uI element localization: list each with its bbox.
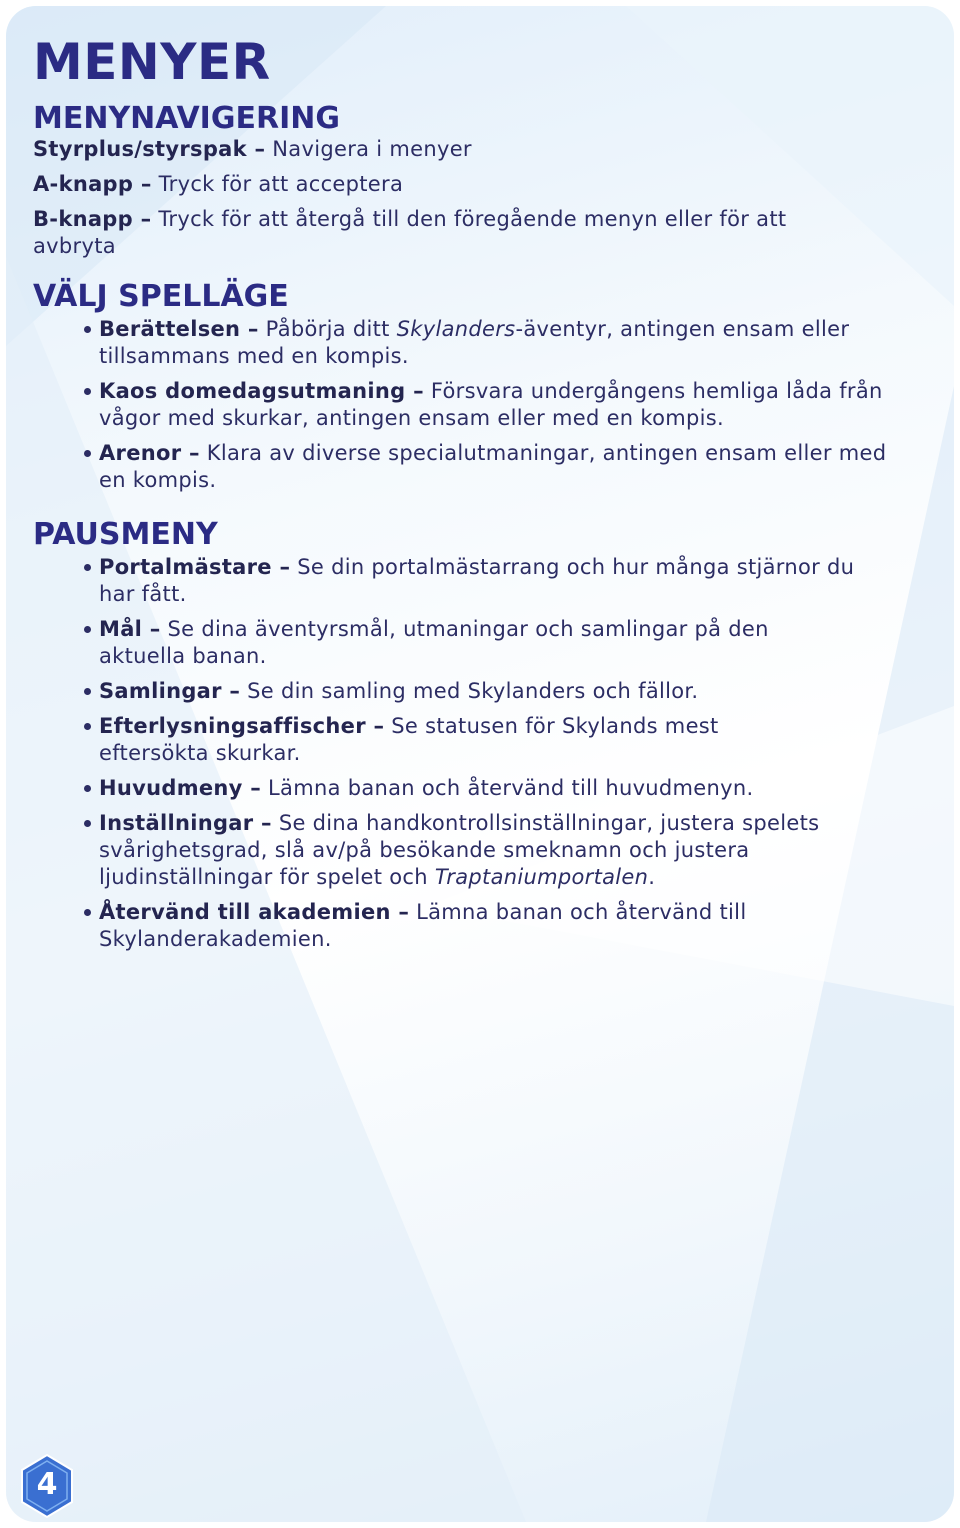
item-text: Se statusen för Skylands mest eftersökta skurkar. (99, 714, 719, 765)
list-item (33, 775, 899, 802)
item-text: Se din portalmästarrang och hur många stjärnor du har fått. (99, 555, 855, 606)
nav-item-key: A-knapp – (33, 172, 152, 196)
item-text: Påbörja ditt (258, 317, 397, 341)
item-key: Huvudmeny – (99, 776, 262, 800)
item-key: Kaos domedagsutmaning – (99, 379, 424, 403)
list-item (33, 554, 889, 608)
nav-item (33, 171, 933, 198)
item-key: Återvänd till akademien – (99, 900, 410, 924)
item-key: Inställningar – (99, 811, 272, 835)
item-key: Berättelsen – (99, 317, 259, 341)
item-key: Mål – (99, 617, 161, 641)
item-text: Försvara undergångens hemliga låda från vågor med skurkar, antingen ensam eller med en kompis. (99, 379, 883, 430)
nav-item-text: Tryck för att acceptera (151, 172, 404, 196)
list-item (33, 440, 889, 494)
item-text: Lämna banan och återvänd till huvudmenyn. (261, 776, 754, 800)
manual-page (6, 6, 954, 1522)
list-item (33, 899, 769, 953)
item-text: -äventyr, antingen ensam eller tillsammans med en kompis. (99, 317, 850, 368)
item-key: Arenor – (99, 441, 200, 465)
page-title: MENYER (33, 33, 271, 91)
page-number: 4 (36, 1467, 58, 1502)
list-item (33, 713, 789, 767)
page-content (33, 34, 933, 961)
section-heading-pause-menu: PAUSMENY (33, 517, 218, 552)
item-text: Klara av diverse specialutmaningar, antingen ensam eller med en kompis. (99, 441, 887, 492)
list-item (33, 810, 879, 891)
item-italic: Traptaniumportalen (434, 865, 649, 889)
item-text: Se din samling med Skylanders och fällor. (240, 679, 699, 703)
list-item (33, 378, 889, 432)
page-number-badge (19, 1453, 75, 1519)
list-item (33, 678, 899, 705)
section-heading-navigation: MENYNAVIGERING (33, 101, 340, 136)
item-text: Se dina handkontrollsinställningar, justera spelets svårighetsgrad, slå av/på besökande smeknamn och justera ljudinställningar för spelet och (99, 811, 820, 889)
nav-item (33, 136, 933, 163)
item-text: Se dina äventyrsmål, utmaningar och samlingar på den aktuella banan. (99, 617, 769, 668)
pause-menu-list (33, 554, 933, 953)
item-key: Samlingar – (99, 679, 241, 703)
list-item (33, 616, 839, 670)
nav-item-key: B-knapp – (33, 207, 152, 231)
nav-item-key: Styrplus/styrspak – (33, 137, 266, 161)
nav-item (33, 206, 813, 260)
nav-item-text: Tryck för att återgå till den föregående menyn eller för att avbryta (33, 207, 787, 258)
item-text: . (648, 865, 656, 889)
game-mode-list (33, 316, 933, 494)
item-key: Efterlysningsaffischer – (99, 714, 385, 738)
section-heading-game-mode: VÄLJ SPELLÄGE (33, 279, 289, 314)
nav-item-text: Navigera i menyer (265, 137, 472, 161)
item-key: Portalmästare – (99, 555, 291, 579)
item-italic: Skylanders (396, 317, 516, 341)
item-text: Lämna banan och återvänd till Skylanderakademien. (99, 900, 747, 951)
list-item (33, 316, 899, 370)
